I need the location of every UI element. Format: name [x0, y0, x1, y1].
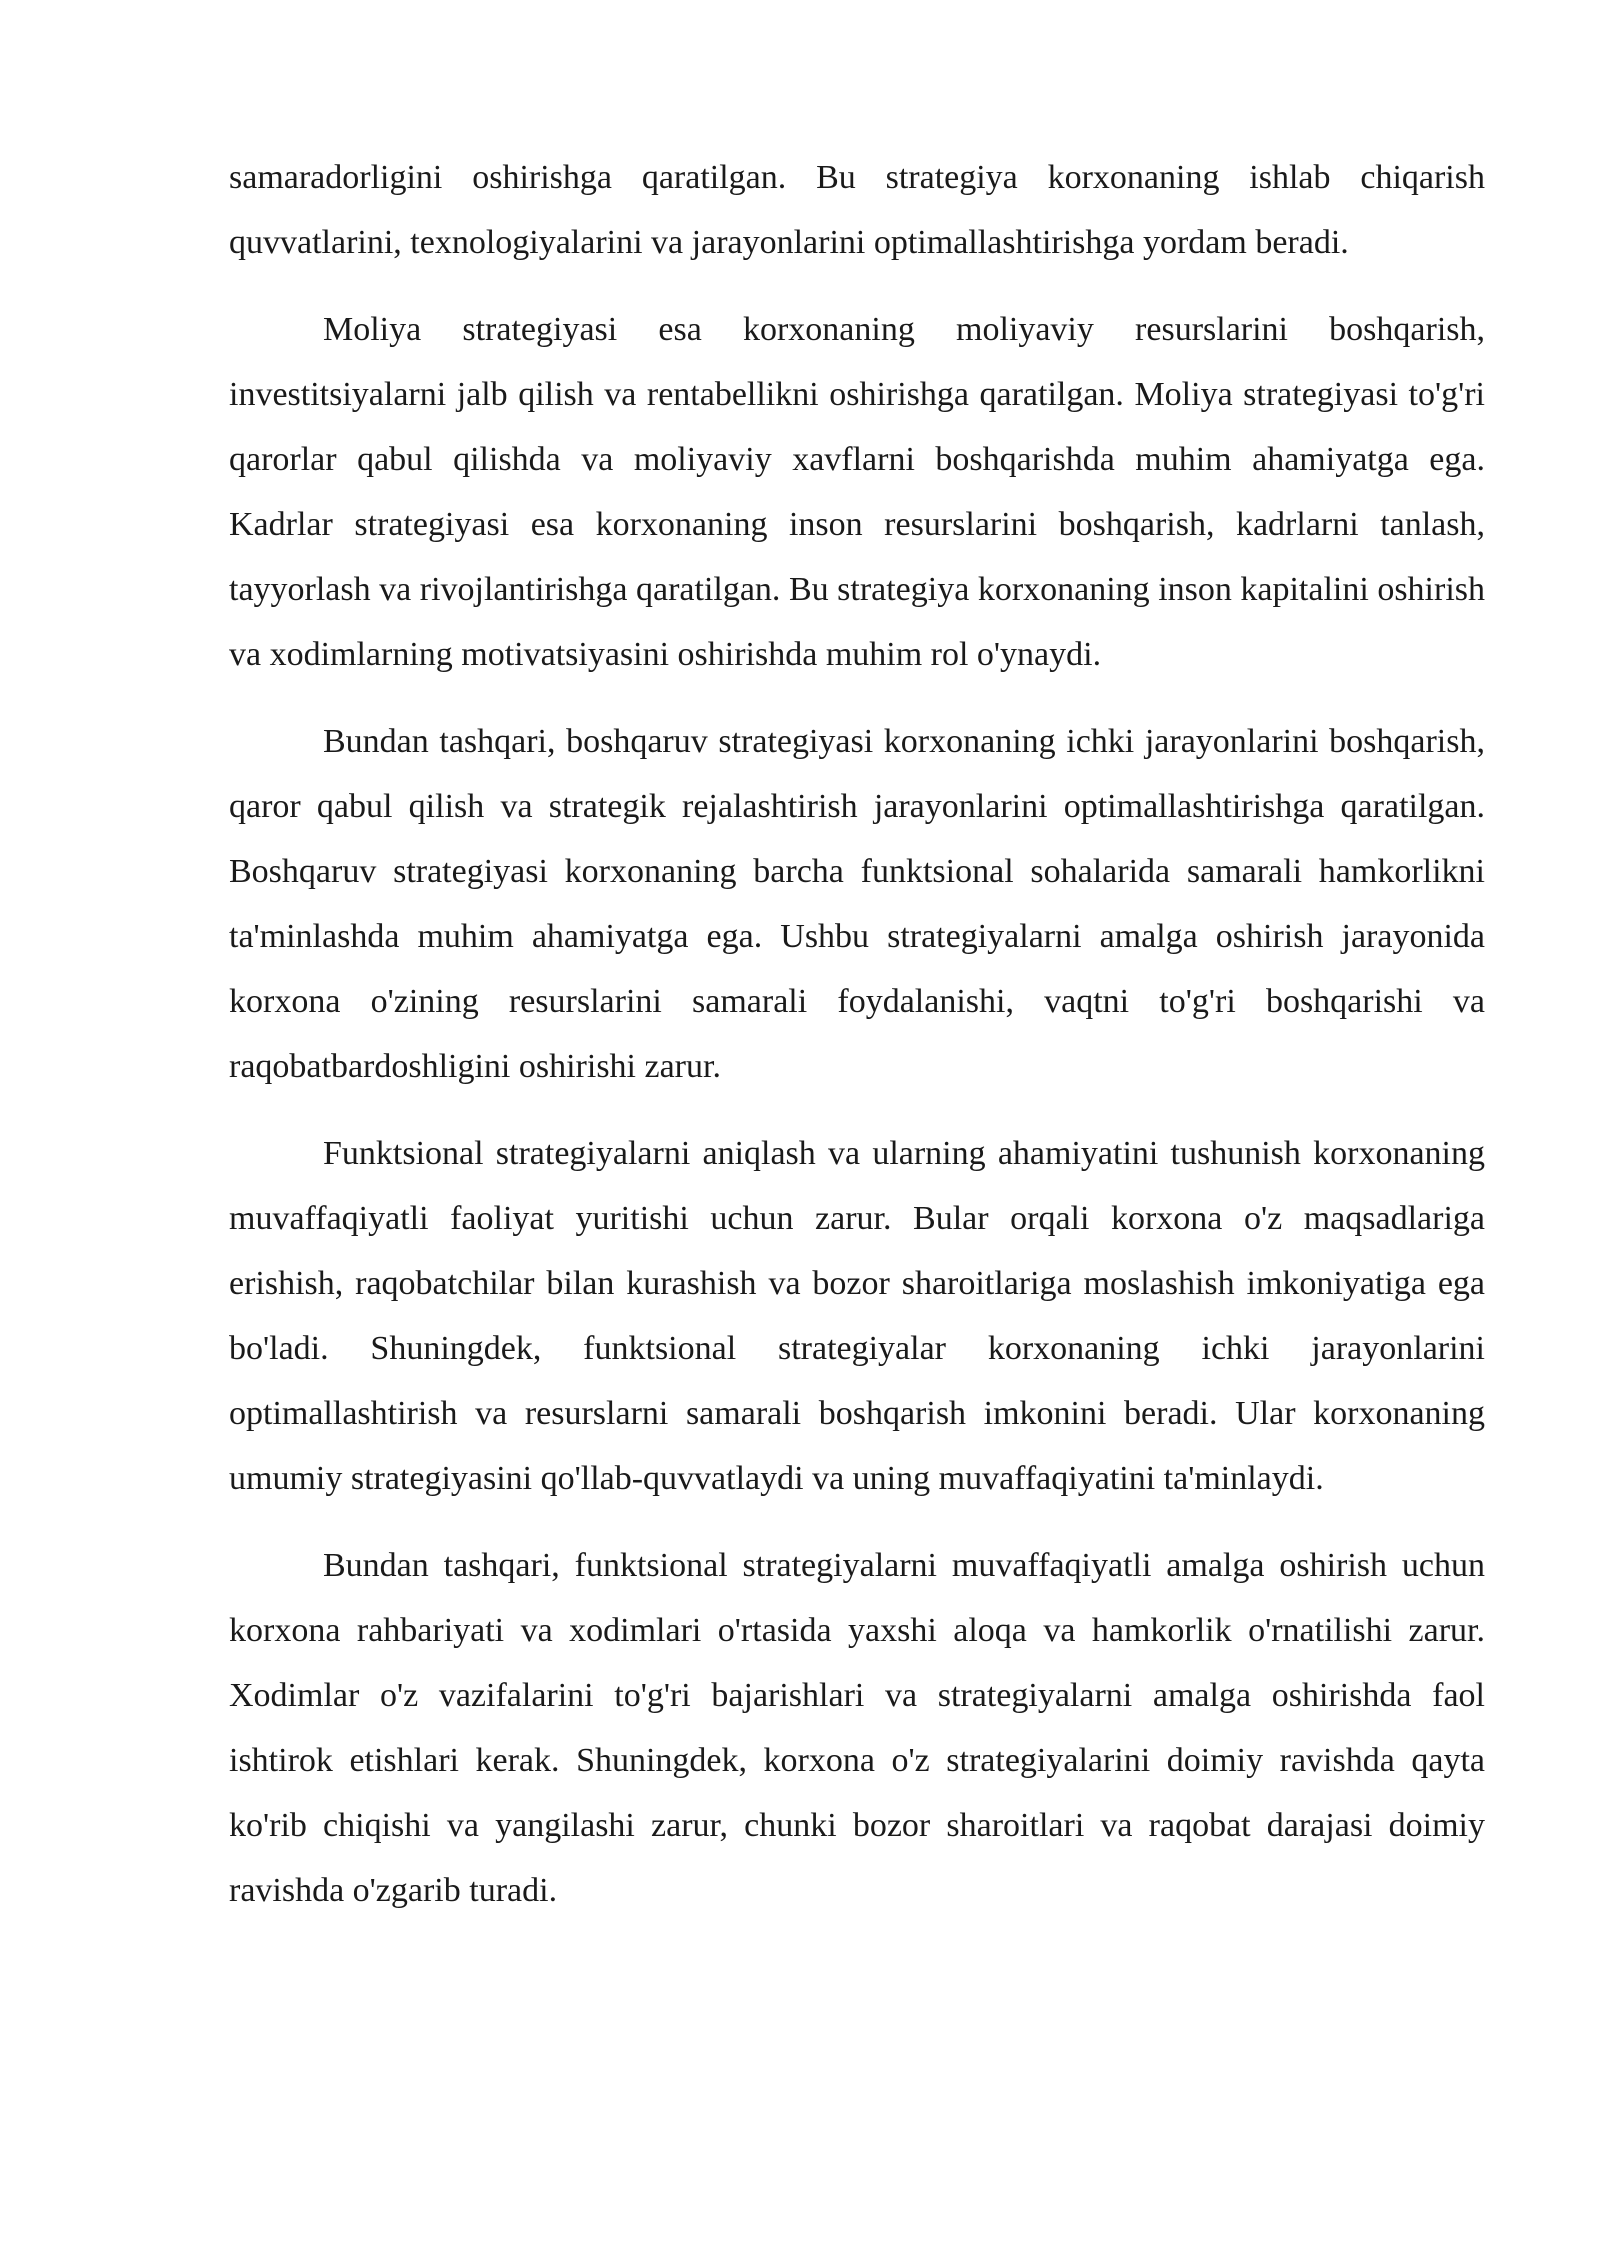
- paragraph-functional-strategies: Funktsional strategiyalarni aniqlash va ularning ahamiyatini tushunish korxonaning muvaffaqiyatli faoliyat yuritishi uchun zarur. Bular orqali korxona o'z maqsadlariga erishish, raqobatchilar bilan kurashish va bozor sharoitlariga moslashish imkoniyatiga ega bo'ladi. Shuningdek, funktsional strategiyalar korxonaning ichki jarayonlarini optimallashtirish va resurslarni samarali boshqarish imkonini beradi. Ular korxonaning umumiy strategiyasini qo'llab-quvvatlaydi va uning muvaffaqiyatini ta'minlaydi.: [229, 1135, 1485, 1497]
- paragraph-management-strategy: Bundan tashqari, boshqaruv strategiyasi korxonaning ichki jarayonlarini boshqarish, qaror qabul qilish va strategik rejalashtirish jarayonlarini optimallashtirishga qaratilgan. Boshqaruv strategiyasi korxonaning barcha funktsional sohalarida samarali hamkorlikni ta'minlashda muhim ahamiyatga ega. Ushbu strategiyalarni amalga oshirish jarayonida korxona o'zining resurslarini samarali foydalanishi, vaqtni to'g'ri boshqarishi va raqobatbardoshligini oshirishi zarur.: [229, 723, 1485, 1085]
- paragraph-continued: samaradorligini oshirishga qaratilgan. Bu strategiya korxonaning ishlab chiqarish quvvatlarini, texnologiyalarini va jarayonlarini optimallashtirishga yordam beradi.: [229, 159, 1485, 261]
- document-body: [229, 145, 1485, 1945]
- paragraph-finance-strategy: Moliya strategiyasi esa korxonaning moliyaviy resurslarini boshqarish, investitsiyalarni jalb qilish va rentabellikni oshirishga qaratilgan. Moliya strategiyasi to'g'ri qarorlar qabul qilishda va moliyaviy xavflarni boshqarishda muhim ahamiyatga ega. Kadrlar strategiyasi esa korxonaning inson resurslarini boshqarish, kadrlarni tanlash, tayyorlash va rivojlantirishga qaratilgan. Bu strategiya korxonaning inson kapitalini oshirish va xodimlarning motivatsiyasini oshirishda muhim rol o'ynaydi.: [229, 311, 1485, 673]
- paragraph-implementation: Bundan tashqari, funktsional strategiyalarni muvaffaqiyatli amalga oshirish uchun korxona rahbariyati va xodimlari o'rtasida yaxshi aloqa va hamkorlik o'rnatilishi zarur. Xodimlar o'z vazifalarini to'g'ri bajarishlari va strategiyalarni amalga oshirishda faol ishtirok etishlari kerak. Shuningdek, korxona o'z strategiyalarini doimiy ravishda qayta ko'rib chiqishi va yangilashi zarur, chunki bozor sharoitlari va raqobat darajasi doimiy ravishda o'zgarib turadi.: [229, 1547, 1485, 1909]
